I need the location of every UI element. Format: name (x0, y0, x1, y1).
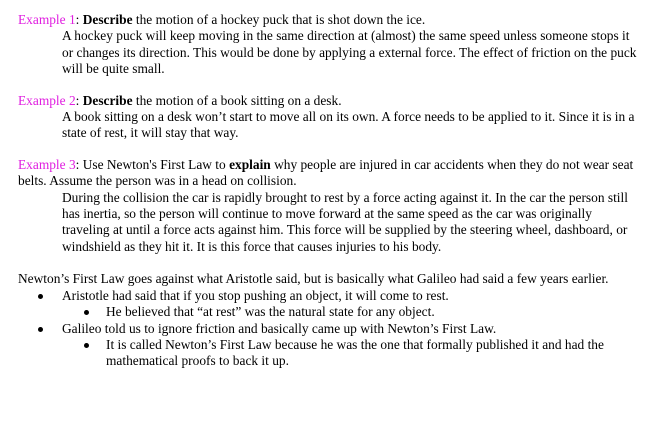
example-3-question-before: : Use Newton's First Law to (75, 156, 230, 172)
bullet-icon (38, 294, 43, 299)
example-3-question-text: why people are injured in car accidents when they do not wear seat belts. Assume the person was in a head on collision. (18, 156, 634, 189)
example-1 (18, 12, 654, 78)
example-2-question (18, 93, 654, 109)
sub-list-item-text: It is called Newton’s First Law because he was the one that formally published it and had the mathematical proofs to back it up. (106, 336, 604, 369)
sub-list (62, 337, 654, 370)
list-item-text: Galileo told us to ignore friction and basically came up with Newton’s First Law. (62, 320, 497, 336)
list-item (18, 321, 654, 370)
example-1-question (18, 12, 654, 28)
example-2-label: Example 2 (18, 92, 76, 108)
example-3-question (18, 157, 654, 190)
example-2-keyword: Describe (82, 92, 133, 108)
document (18, 12, 654, 370)
bullet-icon (38, 327, 43, 332)
sub-list-item-text: He believed that “at rest” was the natural state for any object. (106, 304, 435, 320)
example-1-colon: : (75, 12, 83, 27)
example-1-answer: A hockey puck will keep moving in the same direction at (almost) the same speed unless someone stops it or changes its direction. This would be done by applying a external force. The effect of friction on the puck will be quite small. (62, 28, 637, 77)
list-item-text: Aristotle had said that if you stop pushing an object, it will come to rest. (62, 287, 449, 303)
example-1-label: Example 1 (18, 12, 76, 27)
example-3-keyword: explain (229, 156, 271, 172)
example-2-answer: A book sitting on a desk won’t start to move all on its own. A force needs to be applied to it. Since it is in a state of rest, it will stay that way. (62, 109, 635, 141)
example-2-colon: : (75, 92, 83, 108)
sub-list (62, 304, 654, 320)
list-item (18, 288, 654, 321)
example-3-label: Example 3 (18, 156, 76, 172)
bullet-icon (84, 310, 89, 315)
sub-list-item (62, 337, 654, 370)
sub-list-item (62, 304, 654, 320)
example-2-question-text: the motion of a book sitting on a desk. (132, 92, 342, 108)
summary-list (18, 288, 654, 370)
example-3-answer: During the collision the car is rapidly brought to rest by a force acting against it. In the car the person still has inertia, so the person will continue to move forward at the same speed as the car was originally traveling at until a force acts against him. This force will be supplied by the steering wheel, dashboard, or windshield as they hit it. It is this force that causes injuries to his body. (62, 189, 628, 254)
example-3 (18, 157, 654, 255)
example-1-keyword: Describe (82, 12, 133, 27)
example-1-question-text: the motion of a hockey puck that is shot down the ice. (132, 12, 426, 27)
summary-paragraph: Newton’s First Law goes against what Aristotle said, but is basically what Galileo had said a few years earlier. (18, 271, 609, 287)
bullet-icon (84, 343, 89, 348)
example-2 (18, 93, 654, 142)
